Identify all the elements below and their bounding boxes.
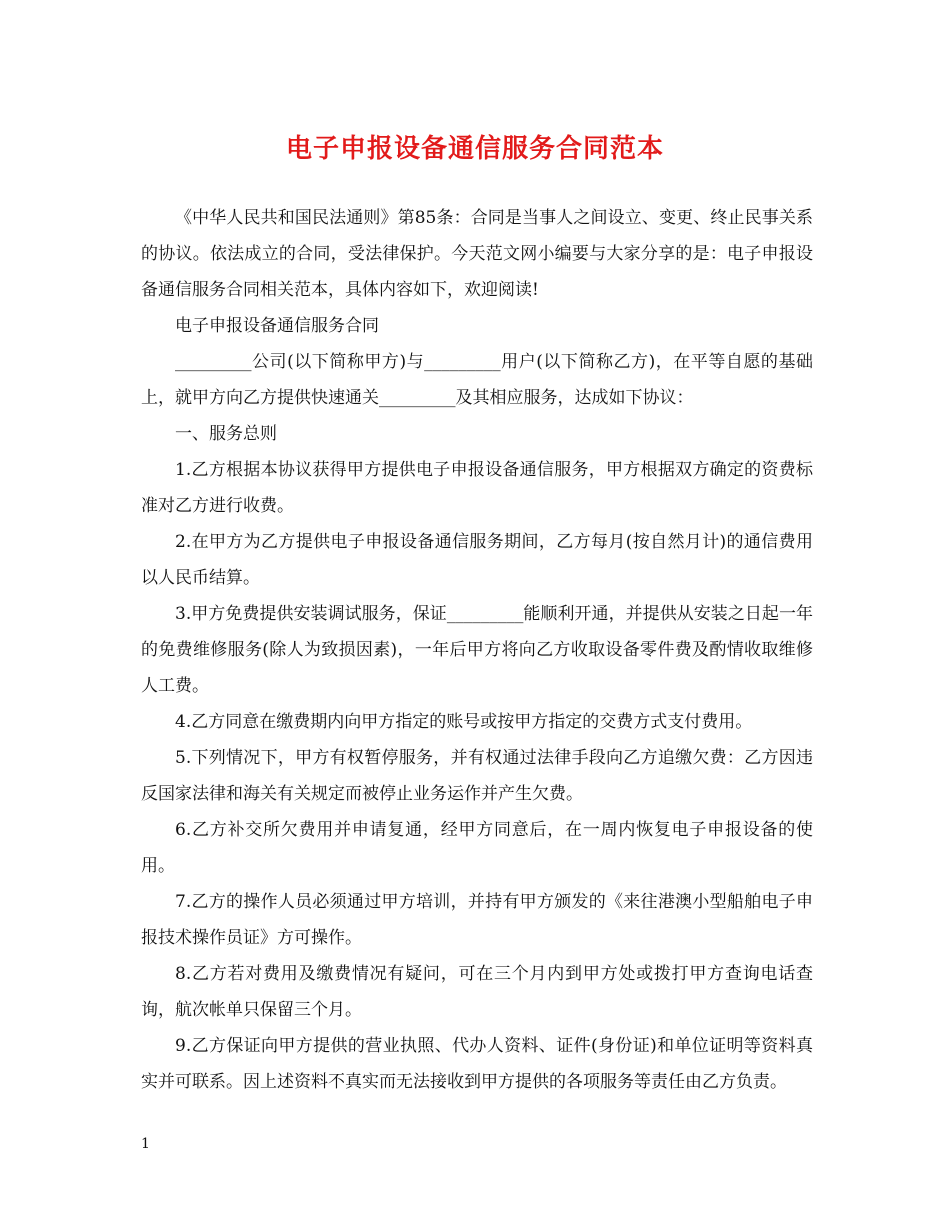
page-title: 电子申报设备通信服务合同范本 [285, 134, 664, 164]
clause-5: 5.下列情况下，甲方有权暂停服务，并有权通过法律手段向乙方追缴欠费：乙方因违反国家法律和海关有关规定而被停止业务运作并产生欠费。 [141, 748, 813, 804]
document-body [141, 200, 813, 1100]
clause-8: 8.乙方若对费用及缴费情况有疑问，可在三个月内到甲方处或拨打甲方查询电话查询，航次帐单只保留三个月。 [141, 964, 813, 1020]
paragraph-contract-name: 电子申报设备通信服务合同 [175, 316, 379, 336]
clause-6: 6.乙方补交所欠费用并申请复通，经甲方同意后，在一周内恢复电子申报设备的使用。 [141, 820, 813, 876]
clause-3: 3.甲方免费提供安装调试服务，保证_________能顺利开通，并提供从安装之日起一年的免费维修服务(除人为致损因素)，一年后甲方将向乙方收取设备零件费及酌情收取维修人工费。 [141, 604, 813, 696]
paragraph-parties: _________公司(以下简称甲方)与_________用户(以下简称乙方)，在平等自愿的基础上，就甲方向乙方提供快速通关_________及其相应服务，达成如下协议： [141, 352, 813, 408]
clause-2: 2.在甲方为乙方提供电子申报设备通信服务期间，乙方每月(按自然月计)的通信费用以人民币结算。 [141, 532, 813, 588]
section-heading-general: 一、服务总则 [175, 424, 277, 444]
clause-7: 7.乙方的操作人员必须通过甲方培训，并持有甲方颁发的《来往港澳小型船舶电子申报技术操作员证》方可操作。 [141, 892, 813, 948]
paragraph-intro: 《中华人民共和国民法通则》第85条：合同是当事人之间设立、变更、终止民事关系的协议。依法成立的合同，受法律保护。今天范文网小编要与大家分享的是：电子申报设备通信服务合同相关范本，具体内容如下，欢迎阅读! [141, 208, 813, 300]
clause-4: 4.乙方同意在缴费期内向甲方指定的账号或按甲方指定的交费方式支付费用。 [175, 712, 753, 732]
page-number: 1 [141, 1136, 150, 1152]
clause-9: 9.乙方保证向甲方提供的营业执照、代办人资料、证件(身份证)和单位证明等资料真实并可联系。因上述资料不真实而无法接收到甲方提供的各项服务等责任由乙方负责。 [141, 1036, 813, 1092]
clause-1: 1.乙方根据本协议获得甲方提供电子申报设备通信服务，甲方根据双方确定的资费标准对乙方进行收费。 [141, 460, 813, 516]
